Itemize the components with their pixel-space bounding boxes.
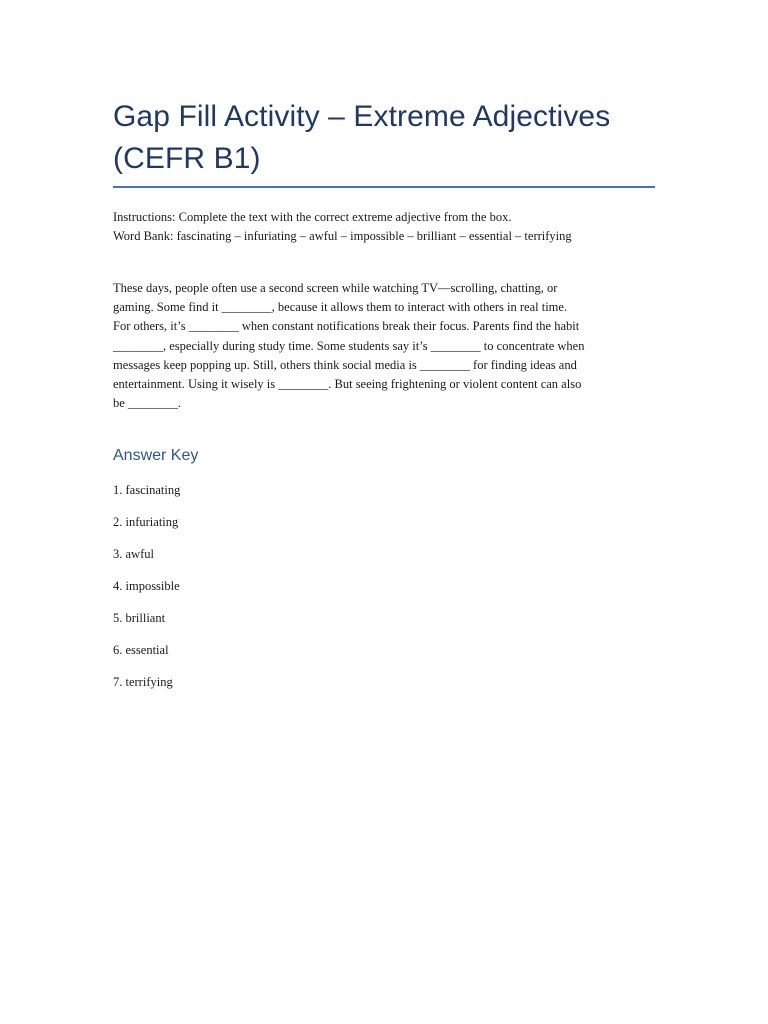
passage-line: gaming. Some find it ________, because it allows them to interact with others in real time.: [113, 300, 568, 315]
answer-key-item: 4. impossible: [113, 578, 180, 593]
answer-key-item: 1. fascinating: [113, 482, 181, 497]
answer-key-item: 6. essential: [113, 642, 169, 657]
document-title: Gap Fill Activity – Extreme Adjectives (CEFR B1): [113, 100, 611, 175]
instructions-text: Instructions: Complete the text with the correct extreme adjective from the box.: [113, 210, 512, 224]
title-underline: [113, 186, 655, 188]
answer-key-list: [113, 481, 655, 705]
word-bank: Word Bank: fascinating – infuriating – awful – impossible – brilliant – essential – terrifying: [113, 229, 572, 243]
passage-line: ________, especially during study time. Some students say it’s ________ to concentrate when: [113, 338, 585, 353]
passage-line: For others, it’s ________ when constant notifications break their focus. Parents find the habit: [113, 319, 580, 334]
answer-key-item: 3. awful: [113, 546, 154, 561]
instructions-block: [113, 208, 655, 246]
answer-key-item: 7. terrifying: [113, 674, 173, 689]
answer-key-item: 5. brilliant: [113, 610, 166, 625]
answer-key-heading: Answer Key: [113, 447, 199, 465]
document-page: [113, 96, 655, 705]
answer-key-item: 2. infuriating: [113, 514, 179, 529]
passage-line: messages keep popping up. Still, others think social media is ________ for finding ideas and: [113, 357, 577, 372]
passage-line: entertainment. Using it wisely is ________. But seeing frightening or violent content can also: [113, 377, 582, 392]
passage-line: These days, people often use a second screen while watching TV—scrolling, chatting, or: [113, 281, 558, 295]
passage-line: be ________.: [113, 396, 182, 411]
gap-fill-passage: [113, 279, 655, 413]
